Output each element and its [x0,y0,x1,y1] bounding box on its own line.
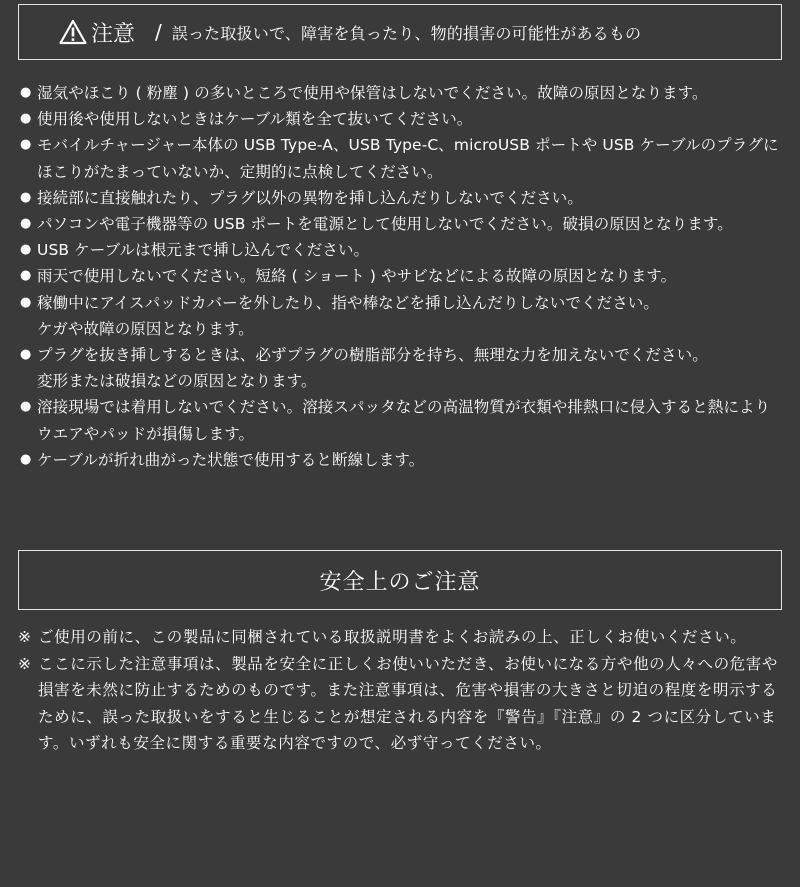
bullet-dot: ● [20,189,32,205]
caution-item [20,185,784,211]
caution-item [20,211,784,237]
bullet-dot: ● [20,347,32,363]
caution-list [20,80,784,473]
caution-item [20,237,784,263]
bullet-dot: ● [20,399,32,415]
bullet-dot: ● [20,111,32,127]
safety-notes-list [18,624,784,757]
caution-item [20,394,784,446]
caution-item-text: 稼働中にアイスパッドカバーを外したり、指や棒などを挿し込んだりしないでください。 ケガや故障の原因となります。 [37,293,659,338]
warning-triangle-icon [59,19,87,45]
caution-item [20,290,784,342]
bullet-dot: ● [20,268,32,284]
bullet-dot: ● [20,85,32,100]
caution-item-text: プラグを抜き挿しするときは、必ずプラグの樹脂部分を持ち、無理な力を加えないでください。 変形または破損などの原因となります。 [37,346,708,391]
safety-note-text: ここに示した注意事項は、製品を安全に正しくお使いいただき、お使いになる方や他の人々への危害や損害を未然に防止するためのものです。また注意事項は、危害や損害の大きさと切迫の程度を明示するために、誤った取扱いをすると生じることが想定される内容を『警告』『注意』の 2 つに区分しています。いずれも安全に関する重要な内容ですので、必ず守ってください。 [38,654,778,752]
caution-item-text: USB ケーブルは根元まで挿し込んでください。 [37,241,370,260]
note-mark: ※ [18,654,32,673]
safety-note [18,651,784,757]
safety-note [18,624,784,651]
caution-item-text: 溶接現場では着用しないでください。溶接スパッタなどの高温物質が衣類や排熱口に侵入すると熱によりウエアやパッドが損傷します。 [37,398,771,443]
caution-item [20,263,784,289]
bullet-dot: ● [20,242,32,258]
caution-item [20,342,784,394]
caution-item-text: 接続部に直接触れたり、プラグ以外の異物を挿し込んだりしないでください。 [37,188,584,207]
caution-item-text: ケーブルが折れ曲がった状態で使用すると断線します。 [37,450,425,469]
caution-item [20,447,784,473]
bullet-dot: ● [20,216,32,232]
caution-item [20,132,784,184]
caution-header-box [18,4,782,60]
bullet-dot: ● [20,294,32,310]
caution-description: 誤った取扱いで、障害を負ったり、物的損害の可能性があるもの [171,23,642,43]
note-mark: ※ [18,628,32,646]
safety-title: 安全上のご注意 [319,569,481,595]
caution-item-text: モバイルチャージャー本体の USB Type-A、USB Type-C、microUSB ポートや USB ケーブルのプラグにほこりがたまっていないか、定期的に点検してください。 [37,136,779,181]
bullet-dot: ● [20,137,32,153]
bullet-dot: ● [20,451,32,467]
caution-item [20,106,784,132]
caution-item-text: パソコンや電子機器等の USB ポートを電源として使用しないでください。破損の原因となります。 [37,215,733,234]
caution-item-text: 湿気やほこり ( 粉塵 ) の多いところで使用や保管はしないでください。故障の原因となります。 [37,84,708,102]
safety-header-box [18,550,782,610]
caution-label: 注意 [91,21,136,47]
caution-item-text: 雨天で使用しないでください。短絡 ( ショート ) やサビなどによる故障の原因となります。 [37,267,677,286]
caution-separator: / [155,20,162,44]
caution-item-text: 使用後や使用しないときはケーブル類を全て抜いてください。 [37,110,473,129]
safety-note-text: ご使用の前に、この製品に同梱されている取扱説明書をよくお読みの上、正しくお使いください。 [38,628,747,646]
caution-item [20,80,784,106]
